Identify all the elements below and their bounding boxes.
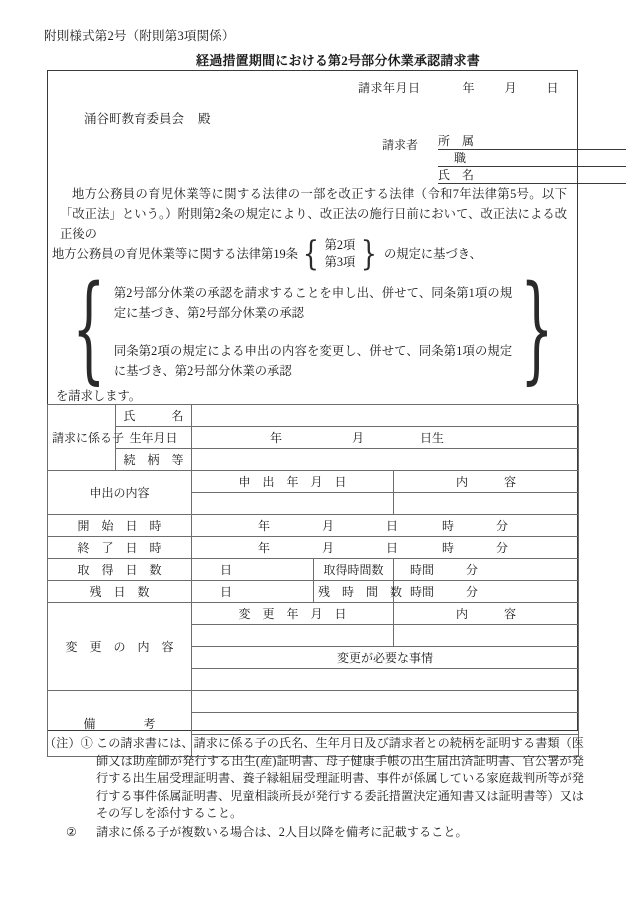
note-2-marker: ② bbox=[66, 824, 77, 839]
acquired-hours-value[interactable] bbox=[394, 559, 579, 581]
child-section-label: 請求に係る子 bbox=[48, 405, 116, 471]
notes-prefix: （注） bbox=[44, 736, 81, 750]
application-content-header: 内 容 bbox=[394, 471, 579, 493]
document-title: 経過措置期間における第2号部分休業承認請求書 bbox=[196, 53, 480, 68]
change-content-value[interactable] bbox=[394, 625, 579, 647]
article-reference-line bbox=[52, 234, 572, 274]
remaining-days-unit: 日 bbox=[219, 585, 232, 599]
remaining-hours-value[interactable] bbox=[394, 581, 579, 603]
acquired-hour-unit: 時間 bbox=[409, 563, 434, 577]
child-relation-value[interactable] bbox=[192, 449, 579, 471]
article-lead-text: 地方公務員の育児休業等に関する法律第19条 bbox=[52, 247, 298, 261]
remarks-line-1[interactable] bbox=[192, 691, 579, 713]
change-date-header: 変 更 年 月 日 bbox=[192, 603, 394, 625]
acquired-days-unit: 日 bbox=[219, 563, 232, 577]
remaining-minute-unit: 分 bbox=[465, 585, 478, 599]
claimant-affiliation-row[interactable] bbox=[438, 133, 626, 150]
acquired-hours-label: 取得時間数 bbox=[314, 559, 394, 581]
table-row-remaining bbox=[48, 581, 579, 603]
article-option-1[interactable]: 第2項 bbox=[324, 238, 356, 252]
claim-date-label: 請求年月日 bbox=[358, 81, 421, 95]
application-date-header: 申 出 年 月 日 bbox=[192, 471, 394, 493]
end-datetime-label: 終 了 日 時 bbox=[48, 537, 192, 559]
remaining-days-label: 残 日 数 bbox=[48, 581, 192, 603]
claimant-block bbox=[382, 133, 626, 184]
claim-date-year: 年 bbox=[462, 81, 475, 95]
child-relation-label: 続 柄 等 bbox=[116, 449, 192, 471]
request-options bbox=[114, 283, 512, 381]
closing-text: を請求します。 bbox=[56, 389, 142, 403]
claimant-label: 請求者 bbox=[382, 138, 419, 152]
remarks-line-2[interactable] bbox=[192, 713, 579, 735]
claim-date-month: 月 bbox=[504, 81, 517, 95]
brace-right-icon: } bbox=[361, 234, 378, 274]
note-1-marker bbox=[44, 735, 96, 753]
start-year: 年 bbox=[257, 519, 270, 533]
note-1-text: この請求書には、請求に係る子の氏名、生年月日及び請求者との続柄を証明する書類（医師又は助産師が発行する出生(産)証明書、母子健康手帳の出生届出済証明書、官公署が発行する出生届受理証明書、養子縁組届受理証明書、事件が係属している家庭裁判所等が発行する事件係属証明書、児童相談所長が発行する委託措置決定通知書又は証明書等）又はその写しを添付すること。 bbox=[96, 736, 584, 821]
application-date-value[interactable] bbox=[192, 493, 394, 515]
claim-date-line bbox=[358, 79, 559, 96]
claimant-position-row[interactable] bbox=[438, 150, 626, 167]
table-row-child-name bbox=[48, 405, 579, 427]
request-option-2[interactable]: 同条第2項の規定による申出の内容を変更し、併せて、同条第1項の規定に基づき、第2号部分休業の承認 bbox=[113, 344, 513, 378]
big-brace-left-icon: { bbox=[72, 261, 106, 396]
end-hour: 時 bbox=[441, 541, 454, 555]
start-datetime-value[interactable] bbox=[192, 515, 579, 537]
table-row-start-datetime bbox=[48, 515, 579, 537]
end-minute: 分 bbox=[495, 541, 508, 555]
birth-month: 月 bbox=[351, 431, 364, 445]
change-date-value[interactable] bbox=[192, 625, 394, 647]
notes-block bbox=[44, 735, 584, 842]
child-name-value[interactable] bbox=[192, 405, 579, 427]
claimant-name-label: 氏 名 bbox=[438, 168, 475, 182]
note-1-number: ① bbox=[80, 736, 93, 750]
form-number: 附則様式第2号（附則第3項関係） bbox=[44, 29, 235, 43]
start-month: 月 bbox=[321, 519, 334, 533]
start-minute: 分 bbox=[495, 519, 508, 533]
application-content-value[interactable] bbox=[394, 493, 579, 515]
birth-day: 日生 bbox=[419, 431, 444, 445]
end-day: 日 bbox=[385, 541, 398, 555]
form-frame bbox=[47, 70, 578, 731]
article-tail-text: の規定に基づき、 bbox=[383, 247, 482, 261]
note-item-2 bbox=[44, 824, 584, 842]
note-item-1 bbox=[44, 735, 584, 823]
big-brace-right-icon: } bbox=[520, 261, 554, 396]
request-option-1[interactable]: 第2号部分休業の承認を請求することを申し出、併せて、同条第1項の規定に基づき、第2号部分休業の承認 bbox=[113, 286, 513, 320]
article-option-brace-group bbox=[300, 234, 380, 274]
application-label: 申出の内容 bbox=[48, 471, 192, 515]
table-row-child-birthdate bbox=[48, 427, 579, 449]
acquired-days-value[interactable] bbox=[192, 559, 314, 581]
table-row-application-header bbox=[48, 471, 579, 493]
form-table bbox=[47, 404, 579, 757]
change-label: 変 更 の 内 容 bbox=[48, 603, 192, 691]
claimant-position-label: 職 bbox=[453, 151, 466, 165]
table-row-remarks-1 bbox=[48, 691, 579, 713]
claimant-fields bbox=[438, 133, 626, 184]
table-row-end-datetime bbox=[48, 537, 579, 559]
start-day: 日 bbox=[385, 519, 398, 533]
start-datetime-label: 開 始 日 時 bbox=[48, 515, 192, 537]
child-birthdate-value[interactable] bbox=[192, 427, 579, 449]
end-datetime-value[interactable] bbox=[192, 537, 579, 559]
addressee-name: 涌谷町教育委員会 bbox=[84, 112, 185, 126]
legal-paragraph-1: 地方公務員の育児休業等に関する法律の一部を改正する法律（令和7年法律第5号。以下「改正法」という。）附則第2条の規定により、改正法の施行日前において、改正法による改正後の bbox=[60, 187, 567, 241]
remarks-label: 備 考 bbox=[48, 691, 192, 757]
table-row-acquired bbox=[48, 559, 579, 581]
table-row-child-relation bbox=[48, 449, 579, 471]
table-row-change-header bbox=[48, 603, 579, 625]
child-birthdate-label: 生年月日 bbox=[116, 427, 192, 449]
end-month: 月 bbox=[321, 541, 334, 555]
addressee-honorific: 殿 bbox=[198, 112, 211, 126]
change-reason-value[interactable] bbox=[192, 669, 579, 691]
acquired-minute-unit: 分 bbox=[465, 563, 478, 577]
remaining-hours-label: 残 時 間 数 bbox=[314, 581, 394, 603]
start-hour: 時 bbox=[441, 519, 454, 533]
end-year: 年 bbox=[257, 541, 270, 555]
article-option-2[interactable]: 第3項 bbox=[324, 255, 356, 269]
remaining-hour-unit: 時間 bbox=[409, 585, 434, 599]
addressee-line bbox=[84, 109, 211, 127]
change-content-header: 内 容 bbox=[394, 603, 579, 625]
child-name-label: 氏 名 bbox=[116, 405, 192, 427]
acquired-days-label: 取 得 日 数 bbox=[48, 559, 192, 581]
claimant-affiliation-label: 所 属 bbox=[438, 134, 475, 148]
claim-date-day: 日 bbox=[546, 81, 559, 95]
change-reason-header: 変更が必要な事情 bbox=[192, 647, 579, 669]
claimant-name-row[interactable] bbox=[438, 167, 626, 184]
remaining-days-value[interactable] bbox=[192, 581, 314, 603]
birth-year: 年 bbox=[269, 431, 282, 445]
article-options bbox=[322, 237, 359, 271]
note-2-text: 請求に係る子が複数いる場合は、2人目以降を備考に記載すること。 bbox=[96, 824, 468, 839]
brace-left-icon: { bbox=[302, 234, 319, 274]
